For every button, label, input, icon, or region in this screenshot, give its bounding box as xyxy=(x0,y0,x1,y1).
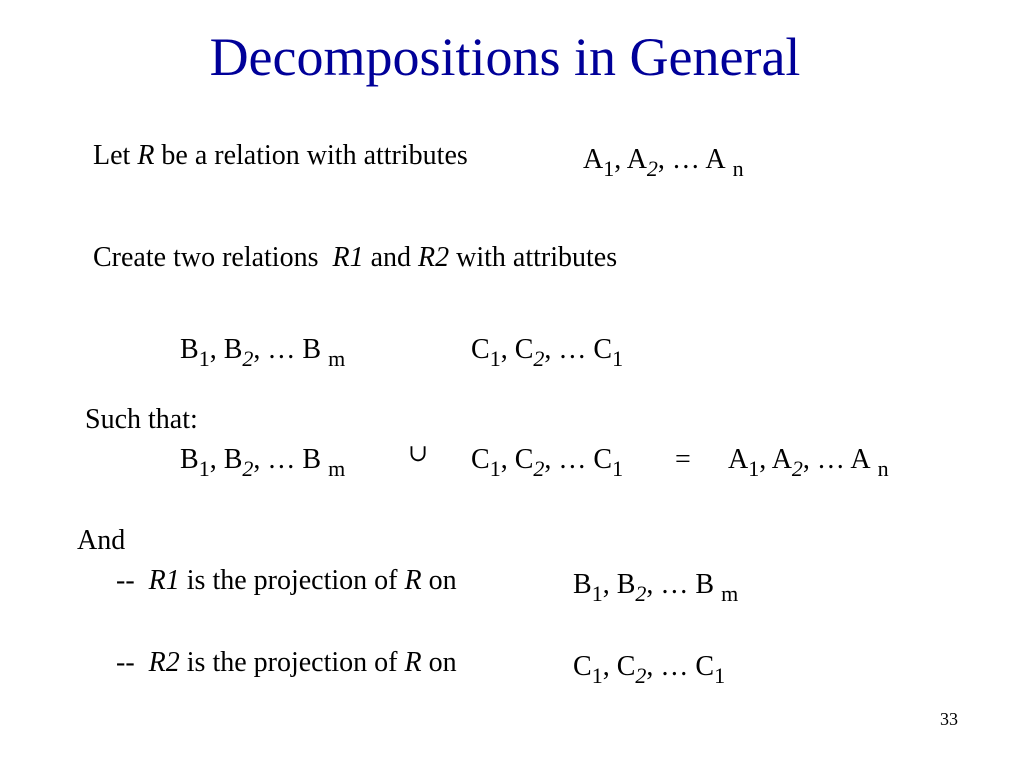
relation-var-r1: R1 xyxy=(332,242,364,273)
relation-var-r: R xyxy=(404,647,422,678)
equation-attr-list-c: $C_1$, $C_2$, … $C_1$ xyxy=(471,444,624,481)
equation-attr-list-a: $A_1$, $A_2$, … A $_n$ xyxy=(728,444,889,481)
attr-list-b: $B_1$, $B_2$, … B $_m$ xyxy=(180,334,346,371)
projection-attr-list-b: $B_1$, $B_2$, … B $_m$ xyxy=(573,569,739,606)
attr-list-a: $A_1$, $A_2$, … A $_n$ xyxy=(583,144,744,181)
let-r-statement: Let R be a relation with attributes xyxy=(93,140,468,171)
relation-var-r: R xyxy=(404,565,422,596)
relation-var-r2: R2 xyxy=(418,242,450,273)
projection-r1-statement: -- R1 is the projection of R on xyxy=(116,565,457,596)
create-relations-statement: Create two relations R1 and R2 with attributes xyxy=(93,242,618,273)
relation-var-r: R xyxy=(137,140,155,171)
union-symbol: ∪ xyxy=(408,441,429,467)
such-that-label: Such that: xyxy=(85,404,198,435)
and-label: And xyxy=(77,525,126,556)
slide-title: Decompositions in General xyxy=(209,27,801,87)
projection-attr-list-c: $C_1$, $C_2$, … $C_1$ xyxy=(573,651,726,688)
projection-r2-statement: -- R2 is the projection of R on xyxy=(116,647,457,678)
equation-attr-list-b: $B_1$, $B_2$, … B $_m$ xyxy=(180,444,346,481)
attr-list-c: $C_1$, $C_2$, … $C_1$ xyxy=(471,334,624,371)
equals-symbol: = xyxy=(675,444,691,475)
page-number: 33 xyxy=(940,709,958,729)
relation-var-r2: R2 xyxy=(148,647,180,678)
relation-var-r1: R1 xyxy=(148,565,180,596)
